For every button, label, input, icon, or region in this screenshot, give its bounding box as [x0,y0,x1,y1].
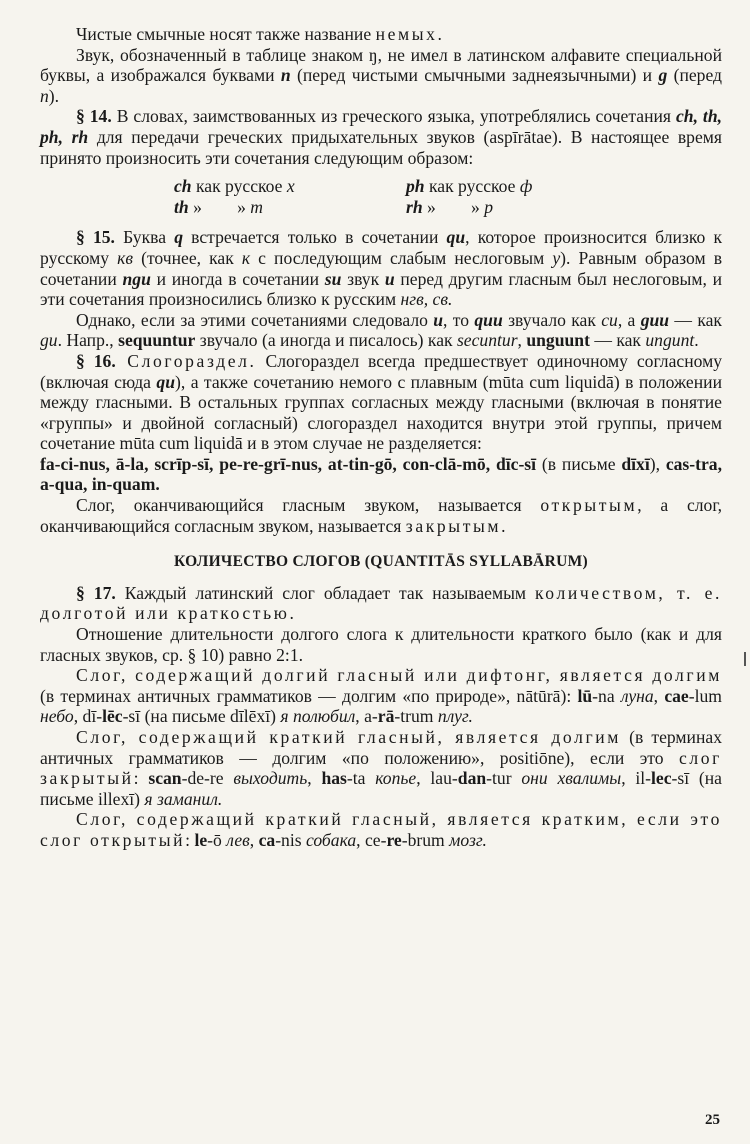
syllable-examples: fa-ci-nus, ā-la, scrīp-sī, pe-re-grī-nus, at-tin-gō, con-clā-mō, dīc-sī (в письме dīxī), cas-tra, a-qua, in-quam. [40,453,723,495]
paragraph-section-14: § 14. В словах, заимствованных из греческого языка, употреблялись сочетания ch, th, ph, rh для передачи греческих придыхательных звуков (aspīrātae). В настоящее время принято произносить эти сочетания следующим образом: [40,106,722,168]
section-number: § 17. [76,582,116,603]
paragraph-short-syllable: Слог, содержащий краткий гласный, является кратким, если это слог открытый: le-ō лев, ca-nis собака, ce-re-brum мозг. [40,809,722,850]
paragraph-ratio: Отношение длительности долгого слога к длительности краткого было (как и для гласных звуков, ср. § 10) равно 2:1. [40,624,722,665]
page-body [40,24,722,851]
paragraph-section-17: § 17. Каждый латинский слог обладает так называемым количеством, т. е. долготой или краткостью. [40,582,722,624]
margin-mark [744,652,746,666]
table-cell: ch как русское х [174,176,295,197]
section-number: § 14. [76,106,112,127]
paragraph-velar-nasal: Звук, обозначенный в таблице знаком ŋ, не имел в латинском алфавите специальной буквы, а изображался буквами n (перед чистыми смычными заднеязычными) и g (перед n). [40,44,722,106]
paragraph-silent-stops: Чистые смычные носят также название немых. [76,24,445,44]
pronunciation-table [174,176,722,217]
paragraph-section-15: § 15. Буква q встречается только в сочетании qu, которое произносится близко к русскому кв (точнее, как к с последующим слабым неслоговым у). Равным образом в сочетании ngu и иногда в сочетании su звук u перед другим гласным был неслоговым, и эти сочетания произносились близко к русским нгв, св. [40,227,723,310]
page-number: 25 [705,1112,720,1128]
section-heading: КОЛИЧЕСТВО СЛОГОВ (QUANTITĀS SYLLABĀRUM) [173,553,588,571]
paragraph-open-closed: Слог, оканчивающийся гласным звуком, называется открытым, а слог, оканчивающийся согласным звуком, называется закрытым. [40,495,722,536]
paragraph-section-16: § 16. Слогораздел. Слогораздел всегда предшествует одиночному согласному (включая сюда qu), а также сочетанию немого с плавным (mūta cum liquidā) в положении между гласными. В остальных группах согласных между гласными (включая в понятие «группы» и двойной согласный) слогораздел находится внутри этой группы, причем сочетание mūta cum liquidā и в этом случае не разделяется: [40,350,722,454]
table-cell: ph как русское ф [406,176,533,197]
table-cell: rh » » р [406,196,494,217]
section-number: § 15. [76,227,115,248]
paragraph-long-by-position: Слог, содержащий краткий гласный, является долгим (в терминах античных грамматиков — долгим «по положению», positiōne), если это слог закрытый: scan-de-re выходить, has-ta копье, lau-dan-tur они хвалимы, il-lec-sī (на письме illexī) я заманил. [40,727,722,809]
table-cell: th » » т [174,196,263,217]
paragraph-long-by-nature: Слог, содержащий долгий гласный или дифтонг, является долгим (в терминах античных грамматиков — долгим «по природе», nātūrā): lū-na луна, cae-lum небо, dī-lēc-sī (на письме dīlēxī) я полюбил, a-rā-trum плуг. [40,665,722,727]
section-number: § 16. [76,350,116,371]
paragraph-quu-guu: Однако, если за этими сочетаниями следовало u, то quu звучало как cu, а guu — как gu. Напр., sequuntur звучало (а иногда и писалось) как secuntur, unguunt — как ungunt. [40,309,722,351]
